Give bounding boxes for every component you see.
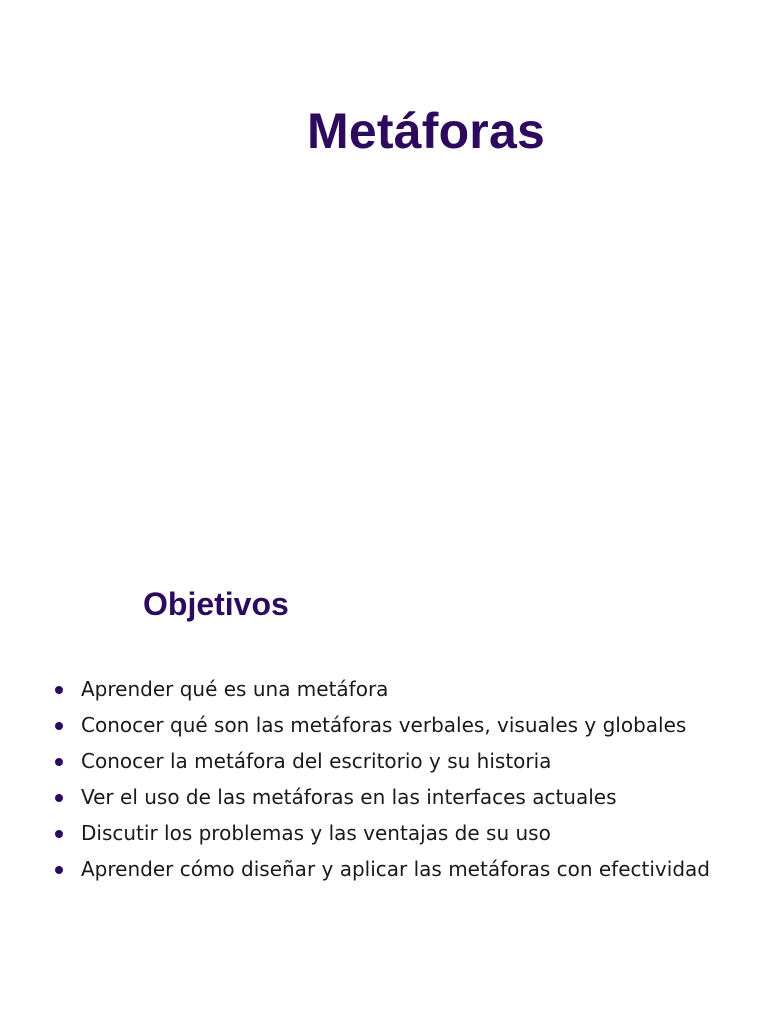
objective-text: Aprender qué es una metáfora [81, 677, 389, 701]
objective-item [0, 748, 768, 774]
objective-item [0, 784, 768, 810]
section-heading-objectives: Objetivos [143, 586, 289, 622]
bullet-icon [55, 686, 63, 694]
bullet-icon [55, 830, 63, 838]
objective-text: Discutir los problemas y las ventajas de su uso [81, 821, 551, 845]
objective-text: Conocer la metáfora del escritorio y su historia [81, 749, 552, 773]
bullet-icon [55, 866, 63, 874]
objective-item [0, 856, 768, 882]
objective-text: Ver el uso de las metáforas en las interfaces actuales [81, 785, 617, 809]
objective-item [0, 676, 768, 702]
page-title: Metáforas [307, 103, 545, 159]
objective-text: Aprender cómo diseñar y aplicar las metáforas con efectividad [81, 857, 710, 881]
bullet-icon [55, 794, 63, 802]
objective-item [0, 820, 768, 846]
objective-item [0, 712, 768, 738]
bullet-icon [55, 758, 63, 766]
bullet-icon [55, 722, 63, 730]
objectives-list [0, 676, 768, 892]
objective-text: Conocer qué son las metáforas verbales, visuales y globales [81, 713, 687, 737]
